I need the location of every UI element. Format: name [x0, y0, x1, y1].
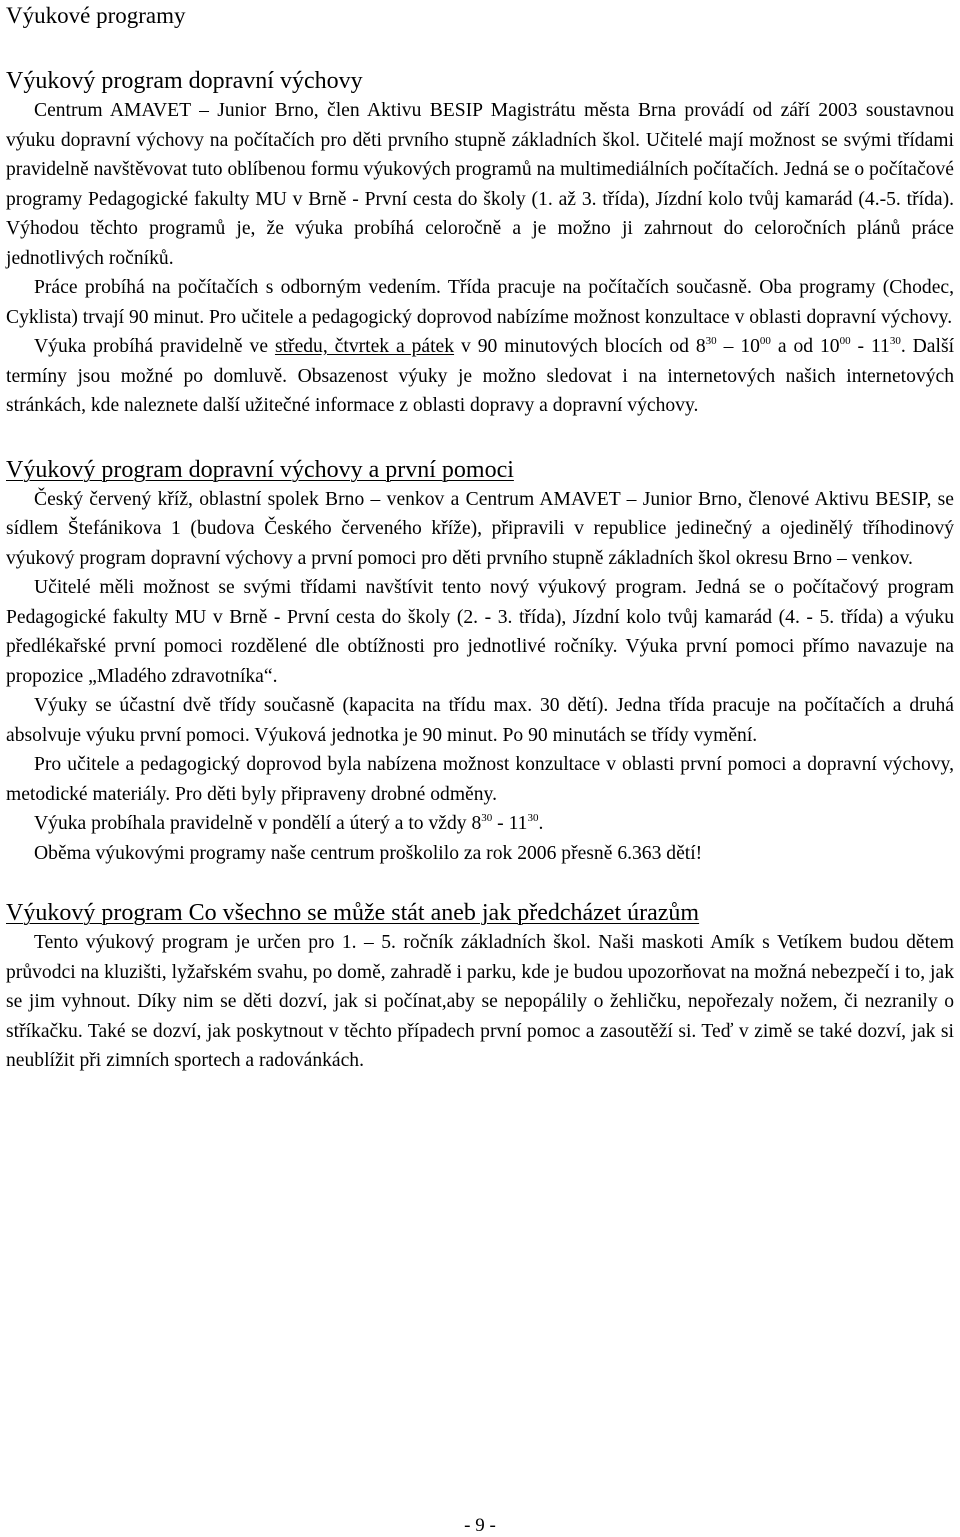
document-page [6, 0, 954, 1076]
page-number: - 9 - [464, 1515, 496, 1536]
paragraph: Tento výukový program je určen pro 1. – 5. ročník základních škol. Naši maskoti Amík s Vetíkem budou dětem průvodci na kluzišti, lyžařském svahu, po domě, zahradě i parku, kde je budou upozorňovat na možná nebezpečí i to, jak se jim vyhnout. Díky nim se děti dozví, jak si počínat,aby se nepopálily o žehličku, nepořezaly nožem, či nezranily o stříkačku. Také se dozví, jak poskytnout v těchto případech první pomoc a zasoutěží si. Teď v zimě se také dozví, jak si neublížit při zimních sportech a radovánkách. [6, 932, 954, 1071]
text-run: - 11 [492, 813, 528, 834]
section-traffic-education [6, 66, 954, 421]
text-run: Výuka probíhala pravidelně v pondělí a úterý a to vždy 8 [34, 813, 482, 834]
paragraph: Pro učitele a pedagogický doprovod byla nabízena možnost konzultace v oblasti první pomoci a dopravní výchovy, metodické materiály. Pro děti byly připraveny drobné odměny. [6, 754, 954, 805]
time-minutes: 30 [705, 335, 717, 347]
paragraph: Oběma výukovými programy naše centrum proškolilo za rok 2006 přesně 6.363 dětí! [34, 842, 703, 864]
text-run: Výuka probíhá pravidelně ve [34, 336, 275, 357]
text-run: . Další termíny jsou možné po domluvě. Obsazenost výuky je možno sledovat i na internetových našich internetových stránkách, kde naleznete další užitečné informace z oblasti dopravy a dopravní výchovy. [6, 336, 955, 416]
paragraph: Český červený kříž, oblastní spolek Brno – venkov a Centrum AMAVET – Junior Brno, členové Aktivu BESIP, se sídlem Štefánikova 1 (budova Českého červeného kříže), připravili v republice jedinečný a ojedinělý tříhodinový výukový program dopravní výchovy a první pomoci pro děti prvního stupně základních škol okresu Brno – venkov. [6, 488, 954, 569]
section-heading: Výukový program dopravní výchovy [6, 68, 363, 94]
section-injury-prevention [6, 898, 954, 1076]
text-run: – 10 [716, 336, 760, 357]
time-minutes: 00 [759, 335, 771, 347]
text-run: - 11 [850, 336, 890, 357]
text-run: . [538, 813, 544, 834]
paragraph: Výuky se účastní dvě třídy současně (kapacita na třídu max. 30 dětí). Jedna třída pracuje na počítačích a druhá absolvuje výuku první pomoci. Výuková jednotka je 90 minut. Po 90 minutách se třídy vymění. [6, 695, 954, 746]
paragraph: Práce probíhá na počítačích s odborným vedením. Třída pracuje na počítačích současně. Oba programy (Chodec, Cyklista) trvají 90 minut. Pro učitele a pedagogický doprovod nabízíme možnost konzultace v oblasti dopravní výchovy. [6, 277, 954, 328]
time-minutes: 30 [527, 812, 539, 824]
page-title: Výukové programy [6, 3, 186, 28]
paragraph-schedule [6, 809, 954, 839]
text-run: a od 10 [770, 336, 840, 357]
time-minutes: 30 [481, 812, 493, 824]
section-traffic-and-first-aid [6, 455, 954, 869]
section-heading: Výukový program Co všechno se může stát aneb jak předcházet úrazům [6, 900, 700, 926]
paragraph: Centrum AMAVET – Junior Brno, člen Aktivu BESIP Magistrátu města Brna provádí od září 2003 soustavnou výuku dopravní výchovy na počítačích pro děti prvního stupně základních škol. Učitelé mají možnost se svými třídami pravidelně navštěvovat tuto oblíbenou formu výukových programů na multimediálních počítačích. Jedná se o počítačové programy Pedagogické fakulty MU v Brně - První cesta do školy (1. až 3. třída), Jízdní kolo tvůj kamarád (4.-5. třída). Výhodou těchto programů je, že výuka probíhá celoročně a je možno ji zahrnout do celoročních plánů práce jednotlivých ročníků. [6, 100, 954, 269]
text-run: v 90 minutových blocích od 8 [454, 336, 706, 357]
schedule-days: středu, čtvrtek a pátek [274, 336, 455, 357]
time-minutes: 30 [889, 335, 901, 347]
section-heading: Výukový program dopravní výchovy a první pomoci [6, 456, 514, 483]
paragraph: Učitelé měli možnost se svými třídami navštívit tento nový výukový program. Jedná se o počítačový program Pedagogické fakulty MU v Brně - První cesta do školy (2. - 3. třída), Jízdní kolo tvůj kamarád (4. - 5. třída) a výuku předlékařské první pomoci rozdělené dle obtížnosti pro jednotlivé ročníky. Výuka první pomoci přímo navazuje na propozice „Mladého zdravotníka“. [6, 577, 954, 687]
paragraph-schedule [6, 332, 954, 421]
time-minutes: 00 [839, 335, 851, 347]
